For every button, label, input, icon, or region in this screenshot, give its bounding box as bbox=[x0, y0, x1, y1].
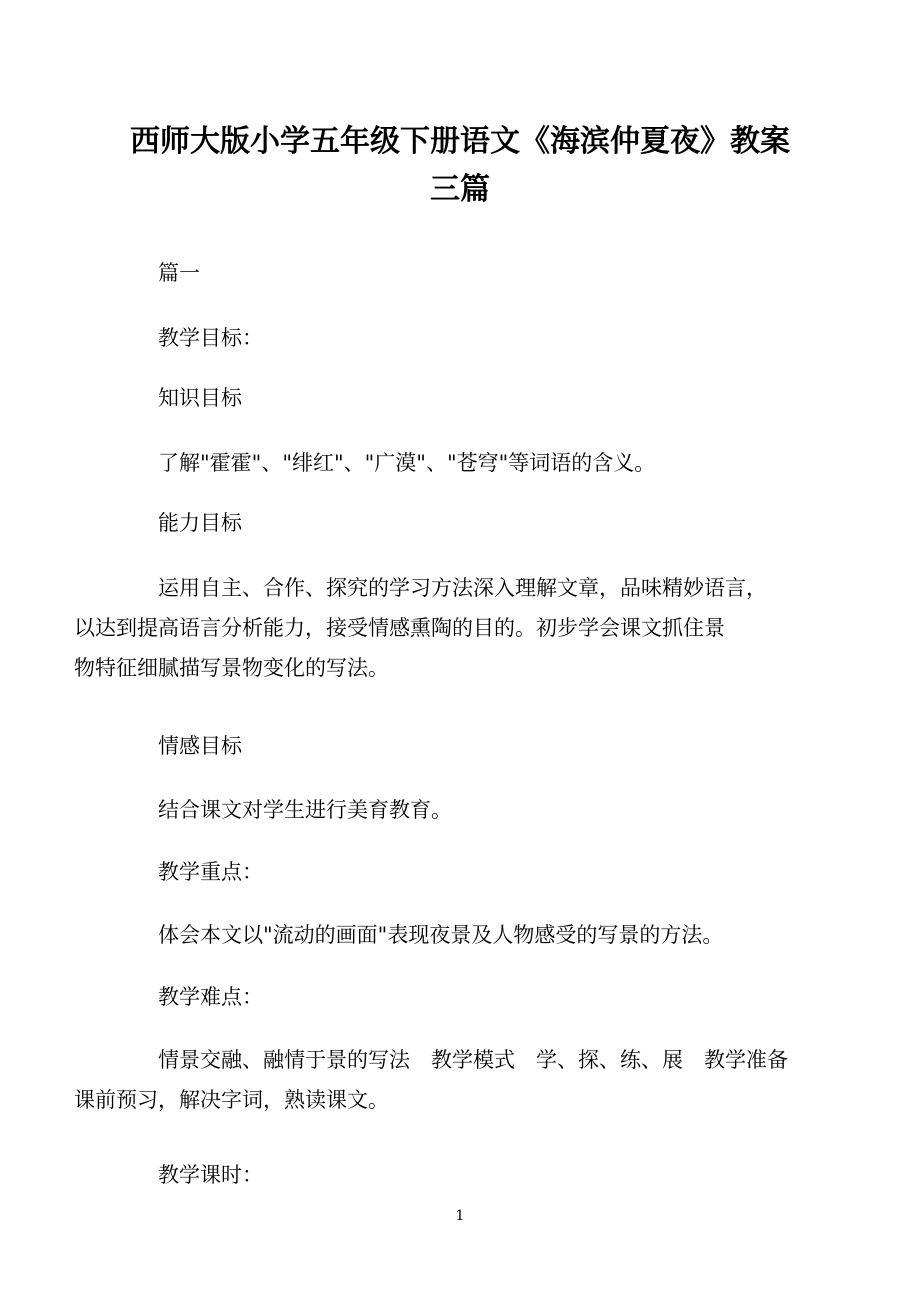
paragraph-line: 情景交融、融情于景的写法 教学模式 学、探、练、展 教学准备 bbox=[158, 1048, 788, 1072]
title-line-1: 西师大版小学五年级下册语文《海滨仲夏夜》教案 bbox=[130, 124, 790, 159]
heading-teaching-objectives: 教学目标： bbox=[158, 326, 263, 350]
heading-emotional-objectives: 情感目标 bbox=[158, 734, 242, 758]
paragraph-emotional-content: 结合课文对学生进行美育教育。 bbox=[158, 798, 452, 822]
heading-ability-objectives: 能力目标 bbox=[158, 511, 242, 535]
heading-teaching-key-points: 教学重点： bbox=[158, 860, 263, 884]
paragraph-line: 以达到提高语言分析能力，接受情感熏陶的目的。初步学会课文抓住景 bbox=[74, 616, 725, 640]
paragraph-line: 运用自主、合作、探究的学习方法深入理解文章，品味精妙语言， bbox=[158, 576, 767, 600]
paragraph-knowledge-content: 了解"霍霍"、"绯红"、"广漠"、"苍穹"等词语的含义。 bbox=[158, 451, 656, 475]
paragraph-difficulties-content bbox=[74, 1040, 808, 1120]
title-line-2: 三篇 bbox=[430, 172, 490, 207]
paragraph-line: 课前预习，解决字词，熟读课文。 bbox=[74, 1088, 389, 1112]
page-number: 1 bbox=[455, 1208, 465, 1224]
heading-teaching-hours: 教学课时： bbox=[158, 1163, 263, 1187]
heading-knowledge-objectives: 知识目标 bbox=[158, 386, 242, 410]
document-title bbox=[100, 118, 820, 214]
section-heading-part-one: 篇一 bbox=[158, 261, 200, 285]
paragraph-key-points-content: 体会本文以"流动的画面"表现夜景及人物感受的写景的方法。 bbox=[158, 923, 724, 947]
paragraph-ability-content bbox=[74, 568, 808, 688]
paragraph-line: 物特征细腻描写景物变化的写法。 bbox=[74, 656, 389, 680]
heading-teaching-difficulties: 教学难点： bbox=[158, 985, 263, 1009]
